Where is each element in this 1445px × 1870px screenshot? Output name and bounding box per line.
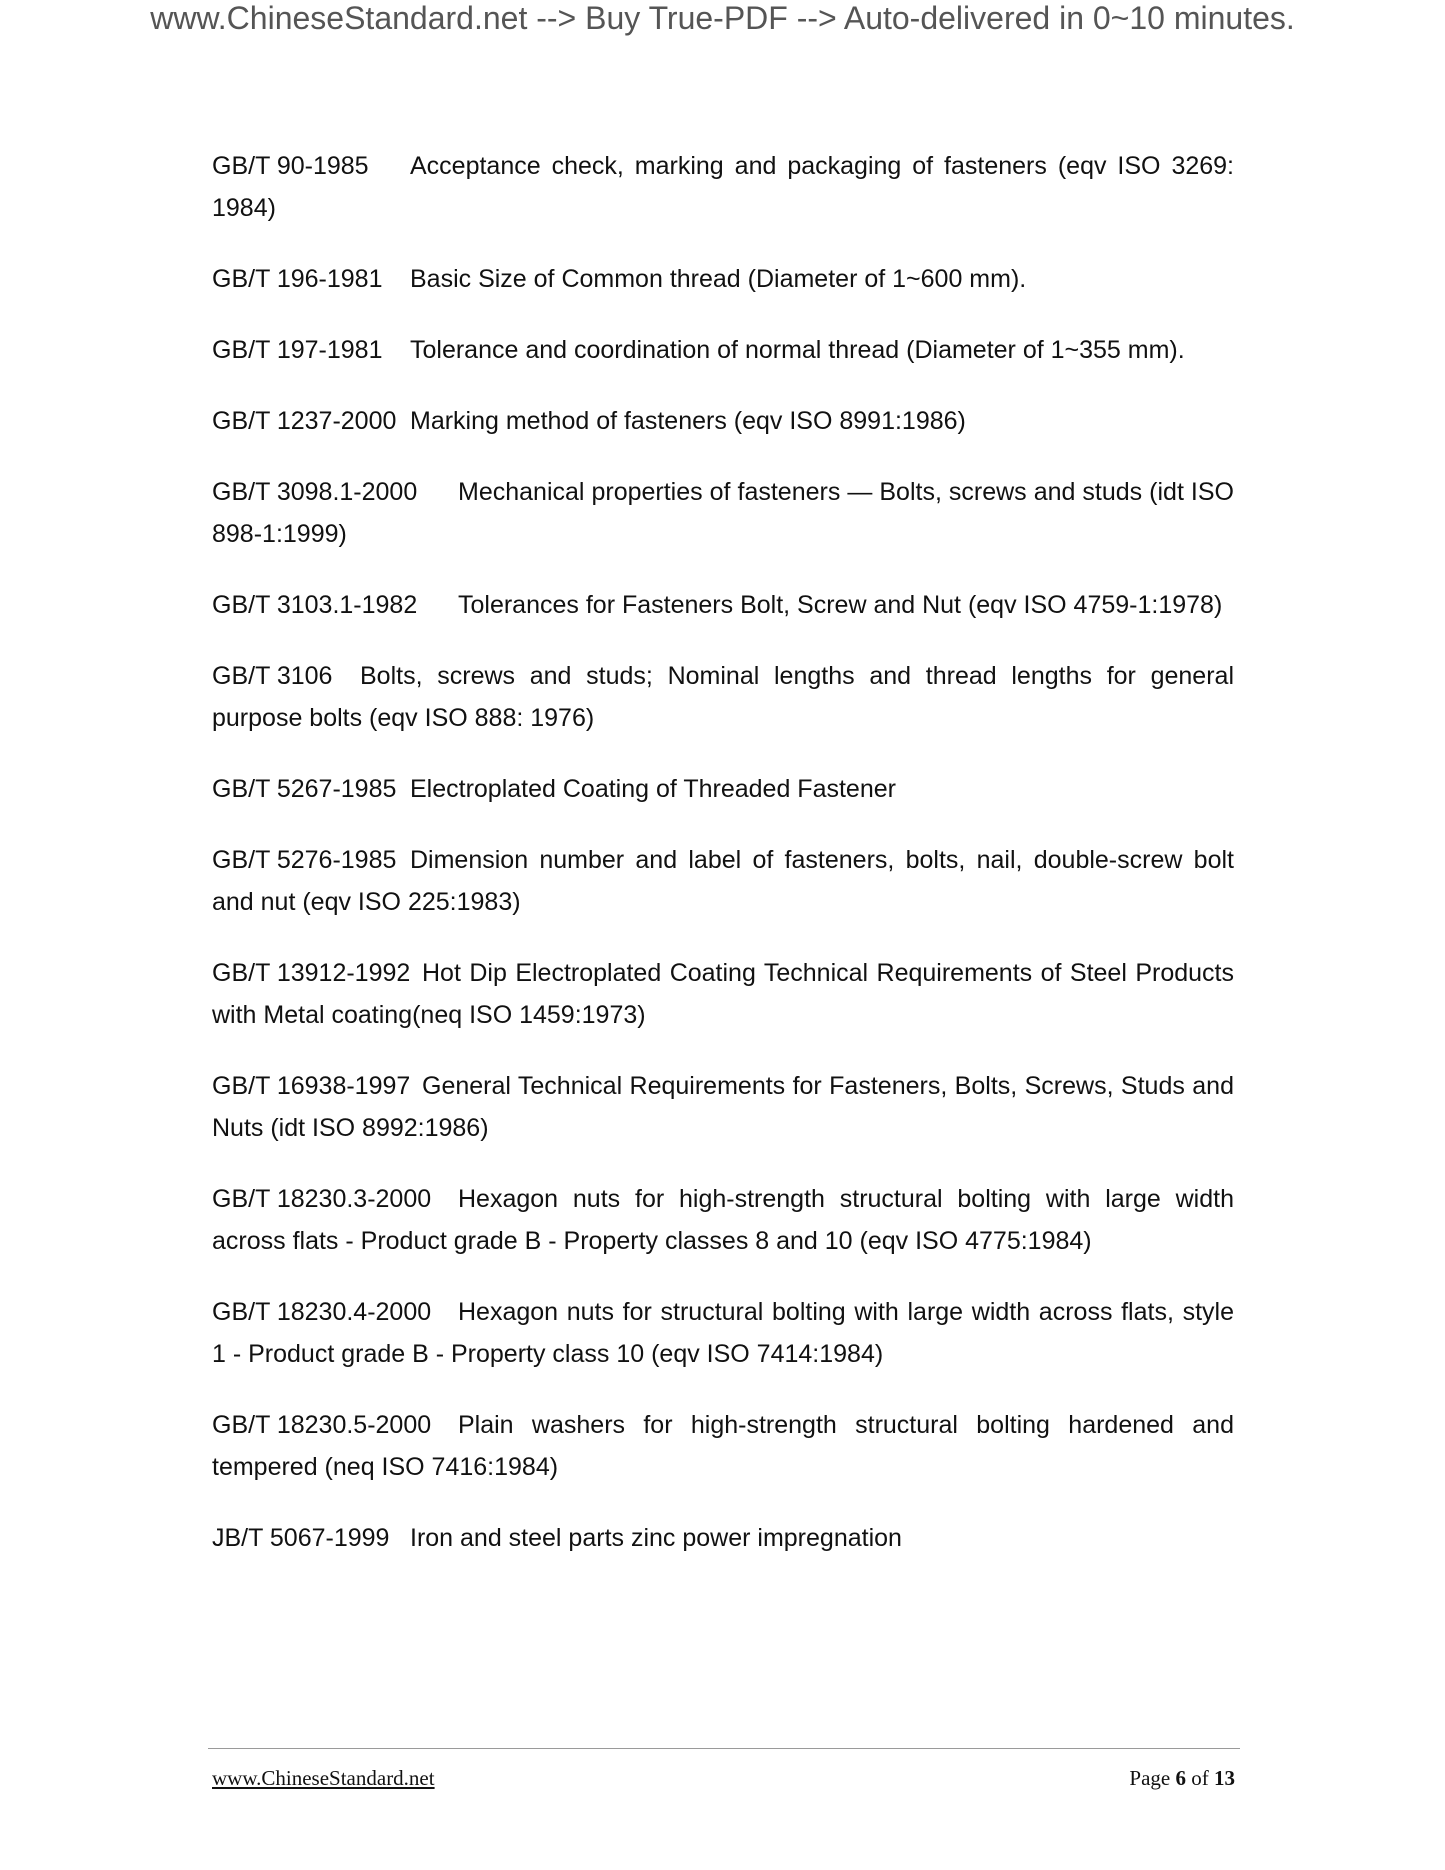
reference-item: [212, 400, 1234, 442]
reference-item: [212, 1517, 1234, 1559]
reference-code: GB/T 5267-1985: [212, 775, 397, 803]
reference-title: Bolts, screws and studs; Nominal lengths and thread lengths for general purpose bolts (eqv ISO 888: 1976): [212, 662, 1234, 732]
page-current: 6: [1175, 1766, 1186, 1790]
reference-title: Hexagon nuts for structural bolting with large width across flats, style 1 - Product grade B - Property class 10 (eqv ISO 7414:1984): [212, 1298, 1234, 1368]
reference-item: [212, 1178, 1234, 1262]
page-mid: of: [1186, 1766, 1214, 1790]
page-total: 13: [1214, 1766, 1235, 1790]
reference-code: GB/T 1237-2000: [212, 407, 397, 435]
footer-site-link[interactable]: www.ChineseStandard.net: [212, 1766, 435, 1790]
reference-item: [212, 1065, 1234, 1149]
promo-banner[interactable]: www.ChineseStandard.net --> Buy True-PDF --> Auto-delivered in 0~10 minutes.: [150, 0, 1295, 36]
reference-code: GB/T 13912-1992: [212, 959, 411, 987]
reference-code: GB/T 3103.1-1982: [212, 591, 418, 619]
reference-item: [212, 952, 1234, 1036]
reference-item: [212, 839, 1234, 923]
reference-item: [212, 584, 1234, 626]
footer-divider: [208, 1748, 1240, 1749]
reference-title: Marking method of fasteners (eqv ISO 8991:1986): [410, 407, 966, 435]
reference-code: GB/T 18230.5-2000: [212, 1411, 432, 1439]
page-number: [1129, 1766, 1235, 1791]
reference-code: GB/T 16938-1997: [212, 1072, 411, 1100]
reference-code: GB/T 18230.3-2000: [212, 1185, 432, 1213]
reference-code: JB/T 5067-1999: [212, 1524, 390, 1552]
reference-code: GB/T 90-1985: [212, 152, 369, 180]
reference-item: [212, 655, 1234, 739]
reference-item: [212, 258, 1234, 300]
reference-code: GB/T 3106: [212, 662, 333, 690]
reference-title: Hot Dip Electroplated Coating Technical Requirements of Steel Products with Metal coating(neq ISO 1459:1973): [212, 959, 1234, 1029]
reference-item: [212, 471, 1234, 555]
reference-code: GB/T 3098.1-2000: [212, 478, 418, 506]
normative-references-list: [212, 145, 1234, 1588]
page-prefix: Page: [1129, 1766, 1176, 1790]
reference-item: [212, 1404, 1234, 1488]
reference-title: Plain washers for high-strength structural bolting hardened and tempered (neq ISO 7416:1984): [212, 1411, 1234, 1481]
reference-title: Acceptance check, marking and packaging of fasteners (eqv ISO 3269: 1984): [212, 152, 1234, 222]
reference-code: GB/T 197-1981: [212, 336, 383, 364]
reference-title: General Technical Requirements for Fasteners, Bolts, Screws, Studs and Nuts (idt ISO 8992:1986): [212, 1072, 1234, 1142]
reference-title: Tolerance and coordination of normal thread (Diameter of 1~355 mm).: [410, 336, 1185, 364]
reference-title: Electroplated Coating of Threaded Fastener: [410, 775, 896, 803]
reference-title: Tolerances for Fasteners Bolt, Screw and Nut (eqv ISO 4759-1:1978): [458, 591, 1223, 619]
reference-title: Iron and steel parts zinc power impregnation: [410, 1524, 902, 1552]
reference-item: [212, 145, 1234, 229]
reference-item: [212, 1291, 1234, 1375]
reference-title: Hexagon nuts for high-strength structural bolting with large width across flats - Product grade B - Property classes 8 and 10 (eqv ISO 4775:1984): [212, 1185, 1234, 1255]
reference-code: GB/T 196-1981: [212, 265, 383, 293]
reference-title: Basic Size of Common thread (Diameter of 1~600 mm).: [410, 265, 1027, 293]
reference-item: [212, 329, 1234, 371]
reference-title: Mechanical properties of fasteners — Bolts, screws and studs (idt ISO 898-1:1999): [212, 478, 1234, 548]
reference-item: [212, 768, 1234, 810]
reference-code: GB/T 5276-1985: [212, 846, 397, 874]
reference-code: GB/T 18230.4-2000: [212, 1298, 432, 1326]
reference-title: Dimension number and label of fasteners, bolts, nail, double-screw bolt and nut (eqv ISO 225:1983): [212, 846, 1234, 916]
